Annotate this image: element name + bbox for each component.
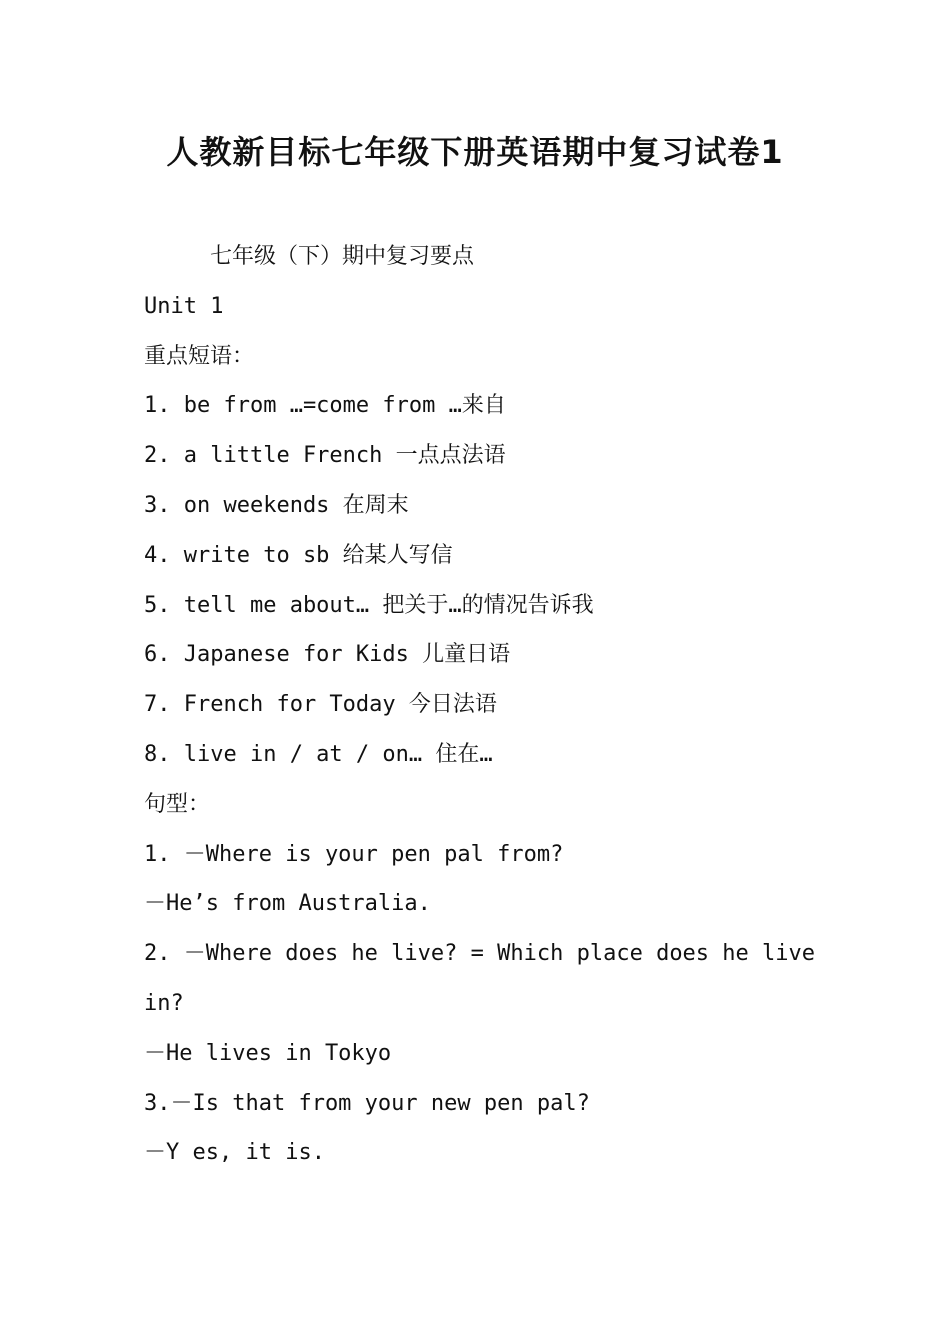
phrase-item: 5. tell me about… 把关于…的情况告诉我: [144, 592, 594, 618]
unit-heading: Unit 1: [144, 293, 224, 319]
phrase-item: 3. on weekends 在周末: [144, 492, 409, 518]
phrase-item: 4. write to sb 给某人写信: [144, 542, 453, 568]
phrase-item: 6. Japanese for Kids 儿童日语: [144, 642, 511, 668]
phrase-item: 2. a little French 一点点法语: [144, 443, 506, 469]
sentence-patterns-heading: 句型：: [144, 791, 211, 817]
sentence-line: in?: [144, 990, 184, 1016]
phrases-heading: 重点短语：: [144, 343, 255, 369]
sentence-line: －Y es, it is.: [144, 1140, 325, 1166]
sentence-line: 1. －Where is your pen pal from?: [144, 841, 564, 867]
sentence-line: 3.－Is that from your new pen pal?: [144, 1090, 590, 1116]
sentence-line: －He lives in Tokyo: [144, 1040, 392, 1066]
phrase-item: 1. be from …=come from …来自: [144, 393, 506, 419]
phrase-item: 7. French for Today 今日法语: [144, 692, 497, 718]
sentence-line: －He’s from Australia.: [144, 891, 431, 917]
document-body: [144, 232, 824, 1178]
section-heading: 七年级（下）期中复习要点: [210, 244, 475, 269]
document-title: 人教新目标七年级下册英语期中复习试卷1: [166, 133, 784, 171]
sentence-line: 2. －Where does he live? = Which place does he live: [144, 941, 816, 967]
phrase-item: 8. live in / at / on… 住在…: [144, 741, 493, 767]
